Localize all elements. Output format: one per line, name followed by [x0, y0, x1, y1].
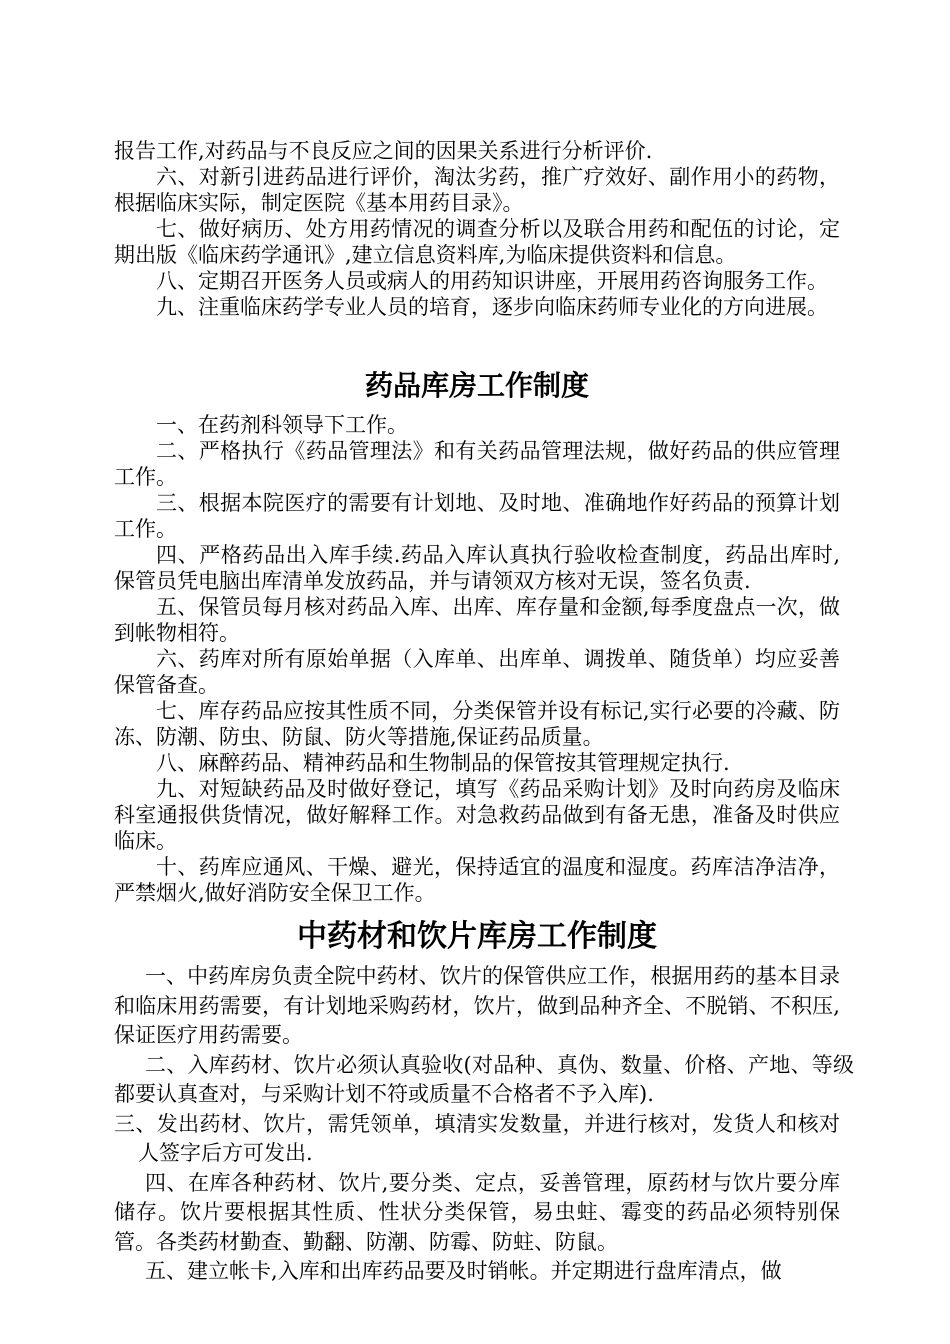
paragraph: 六、对新引进药品进行评价，淘汰劣药，推广疗效好、副作用小的药物，根据临床实际，制定医院《基本用药目录》。	[114, 165, 840, 215]
paragraph: 一、中药库房负责全院中药材、饮片的保管供应工作，根据用药的基本目录和临床用药需要，有计划地采购药材，饮片，做到品种齐全、不脱销、不积压,保证医疗用药需要。	[114, 964, 840, 1047]
intro-section	[114, 138, 840, 320]
paragraph: 七、库存药品应按其性质不同，分类保管并设有标记,实行必要的冷藏、防冻、防潮、防虫、防鼠、防火等措施,保证药品质量。	[114, 699, 840, 749]
paragraph: 六、药库对所有原始单据（入库单、出库单、调拨单、随货单）均应妥善保管备查。	[114, 647, 840, 697]
paragraph: 报告工作,对药品与不良反应之间的因果关系进行分析评价.	[114, 139, 653, 163]
paragraph: 三、根据本院医疗的需要有计划地、及时地、准确地作好药品的预算计划工作。	[114, 491, 840, 541]
paragraph: 七、做好病历、处方用药情况的调查分析以及联合用药和配伍的讨论，定期出版《临床药学通讯》,建立信息资料库,为临床提供资料和信息。	[114, 217, 840, 267]
herbal-section	[114, 962, 854, 1287]
paragraph: 八、麻醉药品、精神药品和生物制品的保管按其管理规定执行.	[156, 751, 730, 775]
paragraph: 九、对短缺药品及时做好登记，填写《药品采购计划》及时向药房及临床科室通报供货情况，做好解释工作。对急救药品做到有备无患，准备及时供应临床。	[114, 777, 840, 853]
paragraph: 四、在库各种药材、饮片,要分类、定点，妥善管理，原药材与饮片要分库储存。饮片要根据其性质、性状分类保管，易虫蛀、霉变的药品必须特别保管。各类药材勤查、勤翻、防潮、防霉、防蛀、防鼠。	[114, 1170, 840, 1254]
paragraph: 二、入库药材、饮片必须认真验收(对品种、真伪、数量、价格、产地、等级都要认真查对，与采购计划不符或质量不合格者不予入库).	[114, 1052, 854, 1106]
paragraph: 一、在药剂科领导下工作。	[156, 413, 408, 437]
paragraph: 九、注重临床药学专业人员的培育，逐步向临床药师专业化的方向进展。	[156, 295, 828, 319]
herbal-section-title: 中药材和饮片库房工作制度	[297, 919, 657, 954]
paragraph: 三、发出药材、饮片，需凭领单，填清实发数量，并进行核对，发货人和核对人签字后方可发出.	[114, 1111, 840, 1165]
paragraph: 八、定期召开医务人员或病人的用药知识讲座，开展用药咨询服务工作。	[156, 269, 828, 293]
paragraph: 四、严格药品出入库手续.药品入库认真执行验收检查制度，药品出库时,保管员凭电脑出库清单发放药品，并与请领双方核对无误，签名负责.	[114, 543, 840, 593]
paragraph: 五、建立帐卡,入库和出库药品要及时销帐。并定期进行盘库清点，做	[145, 1259, 782, 1283]
paragraph: 五、保管员每月核对药品入库、出库、库存量和金额,每季度盘点一次，做到帐物相符。	[114, 595, 840, 645]
warehouse-section-title: 药品库房工作制度	[364, 369, 589, 402]
paragraph: 十、药库应通风、干燥、避光，保持适宜的温度和湿度。药库洁净洁净，严禁烟火,做好消防安全保卫工作。	[114, 855, 840, 905]
paragraph: 二、严格执行《药品管理法》和有关药品管理法规，做好药品的供应管理工作。	[114, 439, 840, 489]
warehouse-section	[114, 412, 840, 906]
